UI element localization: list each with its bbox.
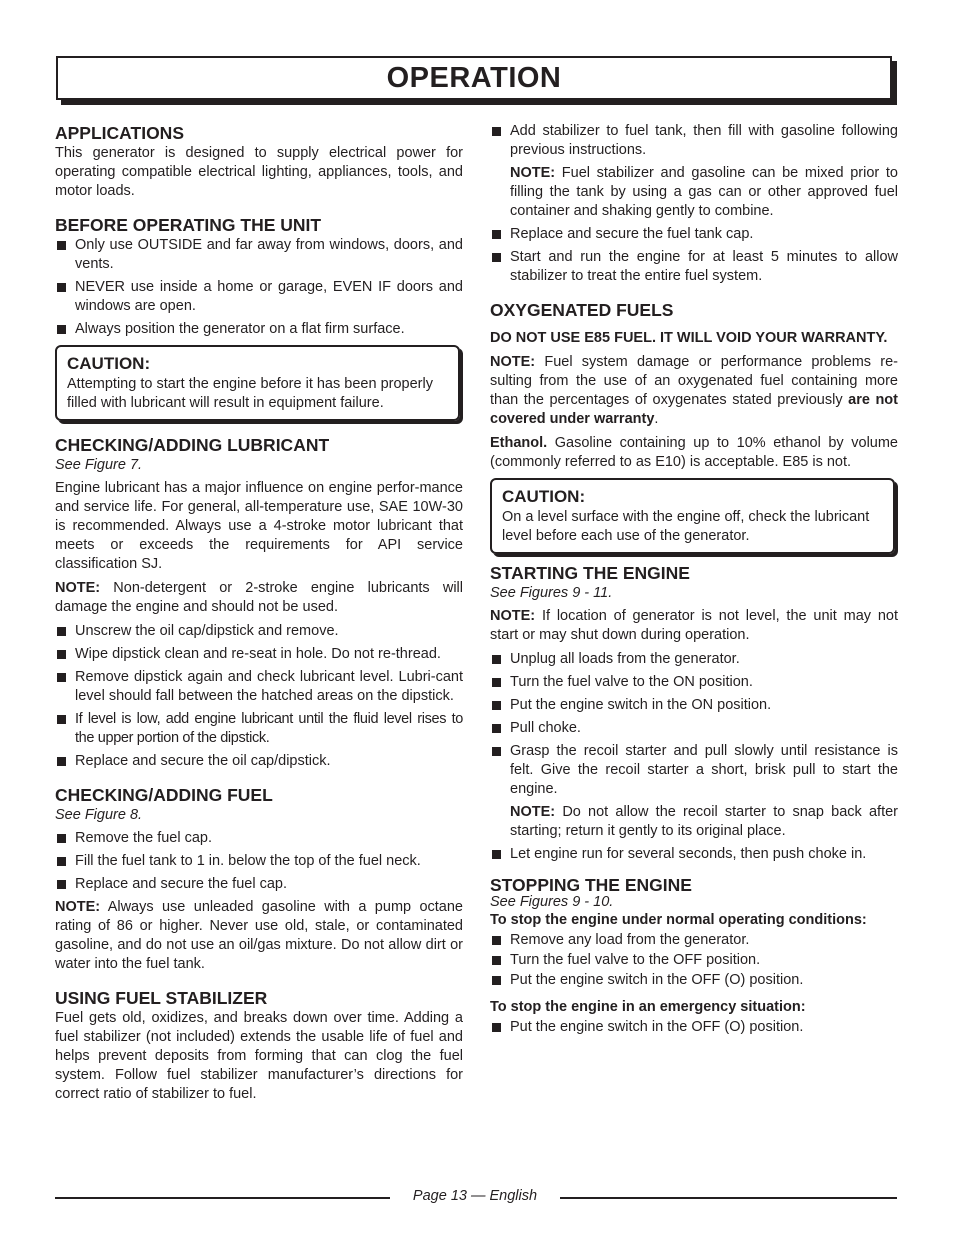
- fuel-section: [55, 784, 463, 974]
- list-item: Turn the fuel valve to the ON position.: [490, 673, 898, 692]
- list-item: Start and run the engine for at least 5 minutes to allow stabilizer to treat the entire fuel system.: [490, 248, 898, 286]
- list-item: Let engine run for several seconds, then push choke in.: [490, 845, 898, 864]
- bullet-square-icon: [492, 127, 501, 136]
- caution-box-level: [490, 478, 895, 554]
- left-column: [55, 122, 463, 1104]
- oxygenated-note: NOTE: Fuel system damage or performance problems re-sulting from the use of an oxygenated fuel containing more than the percentages of oxygenates stated previously are not covered under warranty.: [490, 354, 898, 427]
- list-item: Replace and secure the oil cap/dipstick.: [55, 752, 463, 771]
- list-item: Wipe dipstick clean and re-seat in hole. Do not re-thread.: [55, 645, 463, 664]
- figure-reference: See Figures 9 - 11.: [490, 585, 613, 601]
- fuel-steps-list: [55, 829, 463, 894]
- stopping-section: [490, 876, 898, 1037]
- ethanol-text: Ethanol. Gasoline containing up to 10% ethanol by volume (commonly referred to as E10) is acceptable. E85 is not.: [490, 435, 898, 470]
- page-title: OPERATION: [386, 61, 562, 94]
- caution-text: Attempting to start the engine before it has been properly filled with lubricant will result in equipment failure.: [67, 376, 433, 411]
- list-item: Unplug all loads from the generator.: [490, 650, 898, 669]
- bullet-square-icon: [492, 678, 501, 687]
- caution-text: On a level surface with the engine off, check the lubricant level before each use of the generator.: [502, 509, 870, 544]
- applications-text: This generator is designed to supply electrical power for operating compatible electrical lighting, appliances, tools, and motor loads.: [55, 145, 463, 199]
- bullet-square-icon: [57, 673, 66, 682]
- stabilizer-steps-list-cont: [490, 225, 898, 286]
- list-item: Put the engine switch in the OFF (O) position.: [490, 971, 898, 990]
- bullet-square-icon: [492, 253, 501, 262]
- list-item: Fill the fuel tank to 1 in. below the top of the fuel neck.: [55, 852, 463, 871]
- fuel-heading: CHECKING/ADDING FUEL: [55, 785, 273, 805]
- figure-reference: See Figures 9 - 10.: [490, 894, 614, 910]
- list-item: If level is low, add engine lubricant until the fluid level rises to the upper portion of the dipstick.: [55, 710, 463, 748]
- starting-steps-list: [490, 650, 898, 799]
- starting-section: [490, 562, 898, 864]
- stabilizer-heading: USING FUEL STABILIZER: [55, 988, 268, 1008]
- figure-reference: See Figure 7.: [55, 457, 143, 473]
- list-item: Only use OUTSIDE and far away from windows, doors, and vents.: [55, 236, 463, 274]
- list-item: Grasp the recoil starter and pull slowly until resistance is felt. Give the recoil starter a short, brisk pull to start the engine.: [490, 742, 898, 799]
- list-item: Add stabilizer to fuel tank, then fill with gasoline following previous instructions.: [490, 122, 898, 160]
- bullet-square-icon: [492, 1023, 501, 1032]
- bullet-square-icon: [57, 627, 66, 636]
- fuel-note: NOTE: Always use unleaded gasoline with a pump octane rating of 86 or higher. Never use old, stale, or contaminated gasoline, and do not use an oil/gas mixture. Do not allow dirt or water into the fuel tank.: [55, 899, 463, 972]
- bullet-square-icon: [492, 976, 501, 985]
- bullet-square-icon: [57, 283, 66, 292]
- figure-reference: See Figure 8.: [55, 807, 143, 823]
- list-item: Remove dipstick again and check lubricant level. Lubri-cant level should fall between the hatched areas on the dipstick.: [55, 668, 463, 706]
- bullet-square-icon: [57, 241, 66, 250]
- caution-title: CAUTION:: [502, 487, 586, 506]
- list-item: Replace and secure the fuel tank cap.: [490, 225, 898, 244]
- emergency-stop-label: To stop the engine in an emergency situation:: [490, 999, 806, 1015]
- oxygenated-section: [490, 299, 898, 472]
- bullet-square-icon: [492, 655, 501, 664]
- lubricant-steps-list: [55, 622, 463, 771]
- bullet-square-icon: [492, 850, 501, 859]
- stopping-heading: STOPPING THE ENGINE: [490, 875, 692, 895]
- starting-note-2: NOTE: Do not allow the recoil starter to snap back after starting; return it gently to its original place.: [510, 804, 898, 839]
- bullet-square-icon: [57, 880, 66, 889]
- bullet-square-icon: [57, 325, 66, 334]
- list-item: Remove any load from the generator.: [490, 931, 898, 950]
- bullet-square-icon: [57, 857, 66, 866]
- stabilizer-steps-list: [490, 122, 898, 160]
- list-item: Always position the generator on a flat firm surface.: [55, 320, 463, 339]
- page-number: Page 13 — English: [412, 1188, 538, 1204]
- list-item: Remove the fuel cap.: [55, 829, 463, 848]
- starting-heading: STARTING THE ENGINE: [490, 563, 690, 583]
- starting-note: NOTE: If location of generator is not level, the unit may not start or may shut down during operation.: [490, 608, 898, 643]
- list-item: Put the engine switch in the ON position.: [490, 696, 898, 715]
- lubricant-heading: CHECKING/ADDING LUBRICANT: [55, 435, 330, 455]
- bullet-square-icon: [492, 956, 501, 965]
- bullet-square-icon: [492, 701, 501, 710]
- applications-section: [55, 122, 463, 201]
- before-operating-section: [55, 214, 463, 339]
- bullet-square-icon: [492, 747, 501, 756]
- footer-rule-right: [560, 1197, 897, 1199]
- bullet-square-icon: [492, 936, 501, 945]
- caution-title: CAUTION:: [67, 354, 151, 373]
- list-item: Put the engine switch in the OFF (O) position.: [490, 1018, 898, 1037]
- list-item: Unscrew the oil cap/dipstick and remove.: [55, 622, 463, 641]
- footer-rule-left: [55, 1197, 390, 1199]
- normal-stop-list: [490, 931, 898, 990]
- bullet-square-icon: [492, 724, 501, 733]
- oxygenated-heading: OXYGENATED FUELS: [490, 300, 674, 320]
- stabilizer-text: Fuel gets old, oxidizes, and breaks down over time. Adding a fuel stabilizer (not included) extends the usable life of fuel and helps prevent deposits from forming that can clog the fuel system. Follow fuel stabilizer manufacturer’s directions for correct ratio of stabilizer to fuel.: [55, 1010, 463, 1102]
- right-column: [490, 122, 898, 1038]
- bullet-square-icon: [57, 757, 66, 766]
- bullet-square-icon: [57, 650, 66, 659]
- before-operating-list: [55, 236, 463, 339]
- bullet-square-icon: [57, 834, 66, 843]
- list-item: Turn the fuel valve to the OFF position.: [490, 951, 898, 970]
- list-item: NEVER use inside a home or garage, EVEN IF doors and windows are open.: [55, 278, 463, 316]
- emergency-stop-list: [490, 1018, 898, 1037]
- normal-stop-label: To stop the engine under normal operating conditions:: [490, 912, 867, 928]
- list-item: Pull choke.: [490, 719, 898, 738]
- lubricant-text: Engine lubricant has a major influence on engine perfor-mance and service life. For general, all-temperature use, SAE 10W-30 is recommended. Always use a 4-stroke motor lubricant that meets or exceeds the requirements for API service classification SJ.: [55, 480, 463, 572]
- list-item: Replace and secure the fuel cap.: [55, 875, 463, 894]
- starting-steps-list-cont: [490, 845, 898, 864]
- lubricant-note: NOTE: Non-detergent or 2-stroke engine lubricants will damage the engine and should not be used.: [55, 580, 463, 615]
- before-operating-heading: BEFORE OPERATING THE UNIT: [55, 215, 322, 235]
- applications-heading: APPLICATIONS: [55, 123, 184, 143]
- lubricant-section: [55, 434, 463, 771]
- page-title-box: [56, 56, 892, 100]
- caution-box-lubricant: [55, 345, 460, 421]
- bullet-square-icon: [492, 230, 501, 239]
- stabilizer-note: NOTE: Fuel stabilizer and gasoline can be mixed prior to filling the tank by using a gas can or other approved fuel container and shaking gently to combine.: [510, 165, 898, 219]
- stabilizer-section: [55, 987, 463, 1104]
- bullet-square-icon: [57, 715, 66, 724]
- e85-warning: DO NOT USE E85 FUEL. IT WILL VOID YOUR WARRANTY.: [490, 330, 888, 346]
